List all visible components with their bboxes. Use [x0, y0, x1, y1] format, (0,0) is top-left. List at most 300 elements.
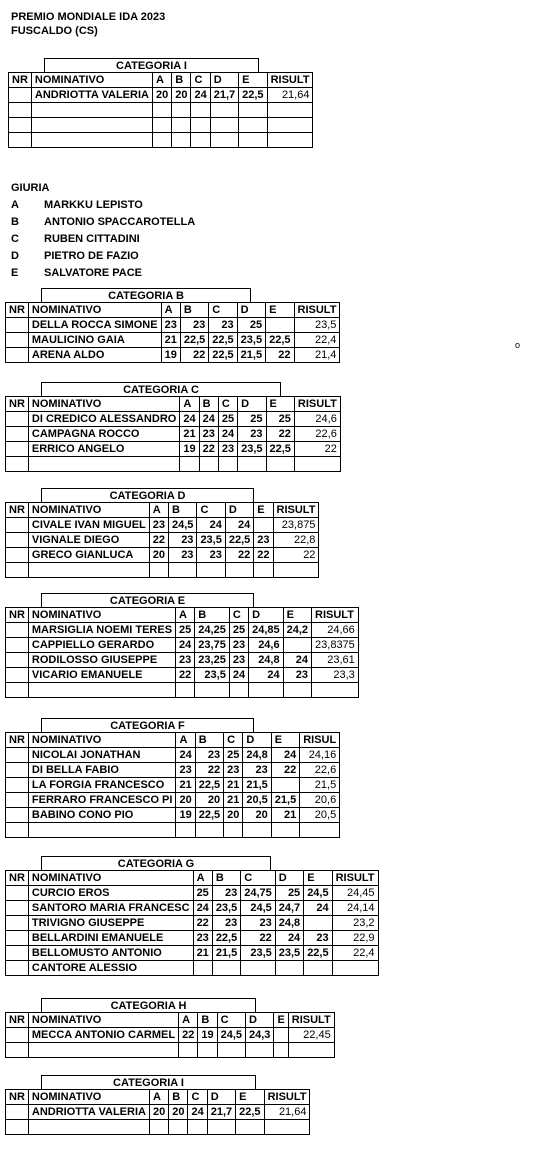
row-number [9, 88, 32, 103]
score-cell-a: 24 [176, 638, 195, 653]
result-cell [294, 457, 340, 472]
score-cell-b [172, 103, 191, 118]
score-cell-c: 25 [229, 623, 248, 638]
score-cell-c: 24 [191, 88, 210, 103]
column-header: A [149, 503, 168, 518]
table-row [6, 653, 359, 668]
score-cell-a [176, 823, 195, 838]
table-row [6, 533, 319, 548]
score-cell-b: 22,5 [212, 931, 240, 946]
table-row [6, 1120, 310, 1135]
score-cell-a: 21 [193, 946, 212, 961]
result-cell [267, 118, 313, 133]
column-header: D [237, 303, 265, 318]
score-cell-b [199, 457, 218, 472]
row-number [6, 333, 29, 348]
score-cell-b [198, 1043, 217, 1058]
score-cell-e: 22 [266, 348, 294, 363]
score-cell-d: 20,5 [243, 793, 271, 808]
table-row [6, 748, 340, 763]
result-cell: 24,14 [332, 901, 378, 916]
score-cell-a: 21 [161, 333, 180, 348]
contestant-name: BABINO CONO PIO [28, 808, 176, 823]
score-cell-a: 24 [193, 901, 212, 916]
score-cell-d: 22 [225, 548, 253, 563]
score-cell-a: 22 [149, 533, 168, 548]
score-cell-a: 20 [149, 1105, 168, 1120]
table-row [6, 901, 379, 916]
column-header: E [236, 1090, 264, 1105]
score-cell-c: 23 [224, 763, 243, 778]
category-title: CATEGORIA G [41, 856, 271, 871]
row-number [6, 961, 29, 976]
column-header: NOMINATIVO [28, 397, 179, 412]
score-cell-e [236, 1120, 264, 1135]
column-header: A [180, 397, 199, 412]
score-cell-a [176, 683, 195, 698]
score-cell-c: 24,75 [241, 886, 276, 901]
result-cell [300, 823, 340, 838]
column-header: B [195, 608, 230, 623]
row-number [6, 808, 29, 823]
jury-name: ANTONIO SPACCAROTELLA [44, 216, 196, 228]
table-row [6, 778, 340, 793]
score-cell-e: 24 [283, 653, 311, 668]
contestant-name: MECCA ANTONIO CARMEL [28, 1028, 178, 1043]
score-cell-d: 24,8 [243, 748, 271, 763]
row-number [6, 563, 29, 578]
result-cell [267, 133, 313, 148]
score-cell-a: 23 [161, 318, 180, 333]
score-cell-c: 23,5 [241, 946, 276, 961]
result-cell: 23,5 [294, 318, 340, 333]
row-number [6, 886, 29, 901]
score-cell-a: 23 [193, 931, 212, 946]
result-cell: 21,64 [264, 1105, 310, 1120]
table-header-row [6, 733, 340, 748]
column-header: NR [6, 1013, 29, 1028]
column-header: E [283, 608, 311, 623]
score-cell-d: 21,5 [243, 778, 271, 793]
column-header: NOMINATIVO [28, 1013, 178, 1028]
score-cell-a [180, 457, 199, 472]
score-cell-d: 24,8 [249, 653, 284, 668]
contestant-name: LA FORGIA FRANCESCO [28, 778, 176, 793]
table-header-row [6, 608, 359, 623]
row-number [6, 412, 29, 427]
table-row [6, 1043, 335, 1058]
contestant-name: DELLA ROCCA SIMONE [28, 318, 161, 333]
table-row [6, 823, 340, 838]
row-number [6, 1028, 29, 1043]
scores-table [5, 870, 379, 976]
score-cell-d [207, 1120, 235, 1135]
category-title: CATEGORIA I [44, 58, 259, 73]
score-cell-e: 24 [271, 748, 299, 763]
contestant-name [28, 457, 179, 472]
score-cell-d: 24 [249, 668, 284, 683]
score-cell-d: 21,7 [210, 88, 238, 103]
row-number [6, 548, 29, 563]
score-cell-b: 22,5 [180, 333, 208, 348]
score-cell-b: 22,5 [195, 808, 223, 823]
column-header: B [169, 1090, 188, 1105]
score-cell-b [172, 133, 191, 148]
score-cell-c [191, 133, 210, 148]
table-row [6, 946, 379, 961]
contestant-name [31, 103, 152, 118]
score-cell-a: 19 [180, 442, 199, 457]
score-cell-e [239, 133, 267, 148]
score-cell-e: 24,5 [304, 886, 332, 901]
row-number [6, 683, 29, 698]
score-cell-e [304, 916, 332, 931]
stray-mark: o [515, 340, 521, 350]
jury-member [11, 214, 195, 231]
score-cell-a: 20 [176, 793, 195, 808]
scores-table [5, 732, 340, 838]
score-cell-b: 19 [198, 1028, 217, 1043]
event-title: PREMIO MONDIALE IDA 2023 [11, 11, 166, 23]
row-number [6, 1120, 29, 1135]
contestant-name: ANDRIOTTA VALERIA [28, 1105, 149, 1120]
result-cell: 24,45 [332, 886, 378, 901]
table-row [6, 638, 359, 653]
score-cell-a: 23 [176, 653, 195, 668]
score-cell-d: 24 [225, 518, 253, 533]
score-cell-d: 24,7 [275, 901, 303, 916]
scores-table [5, 1012, 335, 1058]
jury-list [11, 180, 195, 282]
contestant-name: VICARIO EMANUELE [28, 668, 175, 683]
score-cell-a [152, 118, 171, 133]
table-row [6, 683, 359, 698]
score-cell-d: 20 [243, 808, 271, 823]
score-cell-c: 22,5 [209, 333, 237, 348]
score-cell-b: 20 [169, 1105, 188, 1120]
row-number [6, 823, 29, 838]
score-cell-e [274, 1028, 288, 1043]
result-cell [267, 103, 313, 118]
score-cell-e: 23 [283, 668, 311, 683]
score-cell-c: 23 [209, 318, 237, 333]
contestant-name [28, 563, 149, 578]
column-header: B [172, 73, 191, 88]
table-row [6, 808, 340, 823]
score-cell-a: 22 [176, 668, 195, 683]
score-cell-e [283, 683, 311, 698]
score-cell-c: 23 [197, 548, 225, 563]
score-cell-b: 23 [195, 748, 223, 763]
column-header: NR [6, 397, 29, 412]
score-cell-b [195, 823, 223, 838]
table-row [6, 518, 319, 533]
score-cell-a: 21 [176, 778, 195, 793]
score-cell-c: 25 [224, 748, 243, 763]
jury-member [11, 231, 195, 248]
contestant-name: ERRICO ANGELO [28, 442, 179, 457]
score-cell-b: 22 [195, 763, 223, 778]
score-cell-b: 22,5 [195, 778, 223, 793]
column-header: D [238, 397, 266, 412]
row-number [6, 348, 29, 363]
table-header-row [9, 73, 313, 88]
column-header: RISUL [300, 733, 340, 748]
score-cell-d [243, 823, 271, 838]
row-number [6, 916, 29, 931]
score-cell-d [246, 1043, 274, 1058]
score-cell-d [275, 961, 303, 976]
jury-key: D [11, 250, 19, 262]
column-header: B [195, 733, 223, 748]
score-cell-a: 25 [193, 886, 212, 901]
score-cell-e: 22 [266, 427, 294, 442]
row-number [6, 427, 29, 442]
score-cell-e [254, 518, 273, 533]
result-cell: 20,5 [300, 808, 340, 823]
score-cell-b: 23 [169, 548, 197, 563]
column-header: RISULT [294, 397, 340, 412]
table-row [6, 548, 319, 563]
score-cell-d [249, 683, 284, 698]
score-cell-b: 23,5 [195, 668, 230, 683]
contestant-name [31, 133, 152, 148]
score-cell-a [152, 103, 171, 118]
jury-name: PIETRO DE FAZIO [44, 250, 139, 262]
column-header: NR [6, 1090, 29, 1105]
row-number [6, 748, 29, 763]
result-cell: 21,4 [294, 348, 340, 363]
row-number [6, 533, 29, 548]
table-row [6, 668, 359, 683]
column-header: A [161, 303, 180, 318]
score-cell-b: 24 [199, 412, 218, 427]
score-cell-b: 23 [212, 886, 240, 901]
score-cell-a [149, 563, 168, 578]
category-title: CATEGORIA H [41, 998, 256, 1013]
category-title: CATEGORIA E [41, 593, 254, 608]
column-header: C [229, 608, 248, 623]
column-header: B [180, 303, 208, 318]
result-cell: 23,2 [332, 916, 378, 931]
score-cell-a: 21 [180, 427, 199, 442]
score-cell-d: 25 [275, 886, 303, 901]
score-cell-d: 24,6 [249, 638, 284, 653]
column-header: NR [6, 503, 29, 518]
column-header: D [210, 73, 238, 88]
score-cell-d [238, 457, 266, 472]
event-location: FUSCALDO (CS) [11, 25, 98, 37]
column-header: B [169, 503, 197, 518]
score-cell-d: 24 [275, 931, 303, 946]
table-header-row [6, 397, 341, 412]
table-header-row [6, 303, 340, 318]
score-cell-c: 22,5 [209, 348, 237, 363]
scores-table [8, 72, 313, 148]
column-header: NOMINATIVO [28, 608, 175, 623]
table-row [6, 563, 319, 578]
score-cell-b: 23 [212, 916, 240, 931]
category-title: CATEGORIA F [41, 718, 254, 733]
score-cell-a: 19 [161, 348, 180, 363]
column-header: RISULT [332, 871, 378, 886]
contestant-name [28, 683, 175, 698]
table-header-row [6, 1090, 310, 1105]
score-cell-e: 24 [304, 901, 332, 916]
column-header: NOMINATIVO [28, 503, 149, 518]
column-header: D [243, 733, 271, 748]
jury-name: RUBEN CITTADINI [44, 233, 140, 245]
contestant-name: MAULICINO GAIA [28, 333, 161, 348]
contestant-name: VIGNALE DIEGO [28, 533, 149, 548]
column-header: RISULT [267, 73, 313, 88]
jury-title: GIURIA [11, 182, 50, 194]
table-row [6, 412, 341, 427]
score-cell-c [217, 1043, 245, 1058]
jury-key: C [11, 233, 19, 245]
scores-table [5, 396, 341, 472]
column-header: B [199, 397, 218, 412]
score-cell-c: 23 [229, 638, 248, 653]
score-cell-e: 22,5 [239, 88, 267, 103]
score-cell-c: 23 [241, 916, 276, 931]
score-cell-b: 23 [169, 533, 197, 548]
scores-table [5, 607, 359, 698]
score-cell-e: 22,5 [236, 1105, 264, 1120]
row-number [6, 931, 29, 946]
row-number [6, 793, 29, 808]
score-cell-d: 23 [243, 763, 271, 778]
table-header-row [6, 871, 379, 886]
column-header: C [197, 503, 225, 518]
score-cell-b [169, 1120, 188, 1135]
score-cell-a: 23 [149, 518, 168, 533]
contestant-name: SANTORO MARIA FRANCESC [28, 901, 193, 916]
column-header: NOMINATIVO [28, 1090, 149, 1105]
column-header: E [304, 871, 332, 886]
result-cell: 24,6 [294, 412, 340, 427]
score-cell-c: 25 [218, 412, 237, 427]
scores-table [5, 1089, 310, 1135]
score-cell-b: 21,5 [212, 946, 240, 961]
column-header: NOMINATIVO [28, 303, 161, 318]
contestant-name [28, 823, 176, 838]
row-number [9, 118, 32, 133]
table-row [9, 118, 313, 133]
table-row [6, 763, 340, 778]
contestant-name: DI BELLA FABIO [28, 763, 176, 778]
score-cell-c: 22 [241, 931, 276, 946]
row-number [6, 778, 29, 793]
row-number [9, 103, 32, 118]
score-cell-d: 23 [238, 427, 266, 442]
row-number [6, 518, 29, 533]
contestant-name: BELLOMUSTO ANTONIO [28, 946, 193, 961]
row-number [6, 442, 29, 457]
jury-member [11, 265, 195, 282]
contestant-name: RODILOSSO GIUSEPPE [28, 653, 175, 668]
jury-name: SALVATORE PACE [44, 267, 142, 279]
column-header: RISULT [294, 303, 340, 318]
jury-name: MARKKU LEPISTO [44, 199, 143, 211]
contestant-name: ARENA ALDO [28, 348, 161, 363]
column-header: E [266, 397, 294, 412]
score-cell-a [193, 961, 212, 976]
table-header-row [6, 503, 319, 518]
score-cell-b [195, 683, 230, 698]
score-cell-b: 24,5 [169, 518, 197, 533]
score-cell-b: 23 [180, 318, 208, 333]
column-header: C [188, 1090, 207, 1105]
table-row [6, 333, 340, 348]
score-cell-e: 23 [304, 931, 332, 946]
result-cell: 23,8375 [312, 638, 359, 653]
column-header: NR [6, 733, 29, 748]
row-number [6, 763, 29, 778]
score-cell-d: 23,5 [275, 946, 303, 961]
column-header: D [207, 1090, 235, 1105]
score-cell-a: 24 [176, 748, 195, 763]
score-cell-e [271, 823, 299, 838]
contestant-name: GRECO GIANLUCA [28, 548, 149, 563]
row-number [6, 318, 29, 333]
column-header: A [152, 73, 171, 88]
score-cell-c: 24 [218, 427, 237, 442]
table-row [6, 457, 341, 472]
column-header: A [149, 1090, 168, 1105]
column-header: RISULT [264, 1090, 310, 1105]
score-cell-a: 25 [176, 623, 195, 638]
table-row [6, 793, 340, 808]
score-cell-e: 21 [271, 808, 299, 823]
score-cell-a [152, 133, 171, 148]
result-cell [264, 1120, 310, 1135]
column-header: D [246, 1013, 274, 1028]
column-header: B [212, 871, 240, 886]
score-cell-c [188, 1120, 207, 1135]
column-header: A [179, 1013, 198, 1028]
score-cell-d: 25 [238, 412, 266, 427]
score-cell-d: 25 [237, 318, 265, 333]
score-cell-a: 24 [180, 412, 199, 427]
result-cell [273, 563, 319, 578]
result-cell: 21,5 [300, 778, 340, 793]
score-cell-e: 22,5 [266, 442, 294, 457]
row-number [6, 638, 29, 653]
table-row [6, 318, 340, 333]
column-header: C [191, 73, 210, 88]
score-cell-c: 24,5 [217, 1028, 245, 1043]
scores-table [5, 502, 319, 578]
score-cell-d [225, 563, 253, 578]
score-cell-b: 23,25 [195, 653, 230, 668]
contestant-name: CURCIO EROS [28, 886, 193, 901]
contestant-name [28, 1120, 149, 1135]
column-header: RISULT [273, 503, 319, 518]
category-title: CATEGORIA D [41, 488, 254, 503]
score-cell-c [191, 103, 210, 118]
score-cell-c [191, 118, 210, 133]
category-title: CATEGORIA C [41, 382, 281, 397]
score-cell-c [241, 961, 276, 976]
contestant-name: CANTORE ALESSIO [28, 961, 193, 976]
contestant-name: CAPPIELLO GERARDO [28, 638, 175, 653]
score-cell-a [179, 1043, 198, 1058]
score-cell-d [210, 118, 238, 133]
result-cell: 22,6 [294, 427, 340, 442]
result-cell: 21,64 [267, 88, 313, 103]
result-cell [312, 683, 359, 698]
